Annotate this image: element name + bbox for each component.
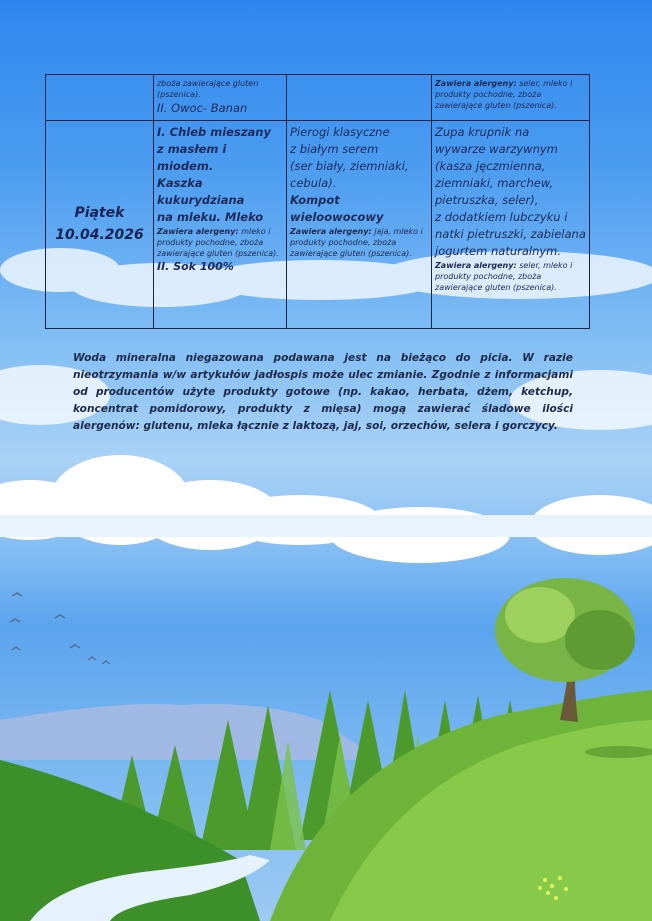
- footer-note: Woda mineralna niegazowana podawana jest na bieżąco do picia. W razie nieotrzymania w/w artykułów jadłospis może ulec zmianie. Zgodnie z informacjami od producentów użyte produkty gotowe (np. kakao, herbata, dżem, ketchup, koncentrat pomidorowy, produkty z mięsa) mogą zawierać śladowe ilości alergenów: glutenu, mleka łącznie z laktozą, jaj, soi, orzechów, selera i gorczycy.: [73, 352, 573, 432]
- birds: [10, 593, 110, 664]
- allergen-text: [435, 260, 586, 293]
- day-date: 10.04.2026: [55, 227, 144, 243]
- day-name: Piątek: [74, 205, 125, 221]
- dish-line: I. Chleb mieszany: [157, 125, 271, 139]
- soup-cell: [432, 75, 590, 121]
- allergen-list: seler, mleko i produkty pochodne, zboża zawierające gluten (pszenica).: [435, 261, 573, 292]
- table-row: [46, 75, 590, 121]
- second-cell: [287, 121, 432, 329]
- dish-line: Pierogi klasyczne: [290, 125, 390, 139]
- breakfast-cell: [154, 121, 287, 329]
- dish-note: (ser biały, ziemniaki, cebula).: [290, 159, 409, 190]
- allergen-label: Zawiera alergeny:: [290, 227, 372, 236]
- allergen-list: seler, mleko i produkty pochodne, zboża zawierające gluten (pszenica).: [435, 79, 573, 110]
- allergen-list: jaja, mleko i produkty pochodne, zboża zawierające gluten (pszenica).: [290, 227, 423, 258]
- second-cell-empty: [287, 75, 432, 121]
- dish-line: Kaszka kukurydziana: [157, 176, 245, 207]
- breakfast-cell: [154, 75, 287, 121]
- dish-line: na mleku. Mleko: [157, 210, 264, 224]
- allergen-list: mleko i produkty pochodne, zboża zawierające gluten (pszenica).: [157, 227, 279, 258]
- allergen-text: zboża zawierające gluten (pszenica).: [157, 79, 259, 99]
- day-cell: [46, 121, 154, 329]
- dish-line: z białym serem: [290, 142, 379, 156]
- allergen-text: [435, 78, 586, 111]
- dish-line: z dodatkiem lubczyku i natki pietruszki, zabielana jogurtem naturalnym.: [435, 210, 586, 258]
- allergen-text: [290, 226, 428, 259]
- allergen-text: [157, 226, 283, 259]
- dish-line: Zupa krupnik na: [435, 125, 530, 139]
- allergen-label: Zawiera alergeny:: [157, 227, 239, 236]
- dish-line: Kompot wieloowocowy: [290, 193, 384, 224]
- dish-line: wywarze warzywnym: [435, 142, 558, 156]
- course-juice: II. Sok 100%: [157, 260, 234, 273]
- allergen-label: Zawiera alergeny:: [435, 79, 517, 88]
- menu-table: [45, 74, 590, 329]
- allergen-label: Zawiera alergeny:: [435, 261, 517, 270]
- dish-note: (kasza jęczmienna, ziemniaki, marchew, pietruszka, seler),: [435, 159, 554, 207]
- soup-cell: [432, 121, 590, 329]
- lower-clouds: [0, 455, 652, 563]
- dish-line: z masłem i miodem.: [157, 142, 227, 173]
- day-cell-empty: [46, 75, 154, 121]
- course-fruit: II. Owoc- Banan: [157, 101, 248, 115]
- table-row: [46, 121, 590, 329]
